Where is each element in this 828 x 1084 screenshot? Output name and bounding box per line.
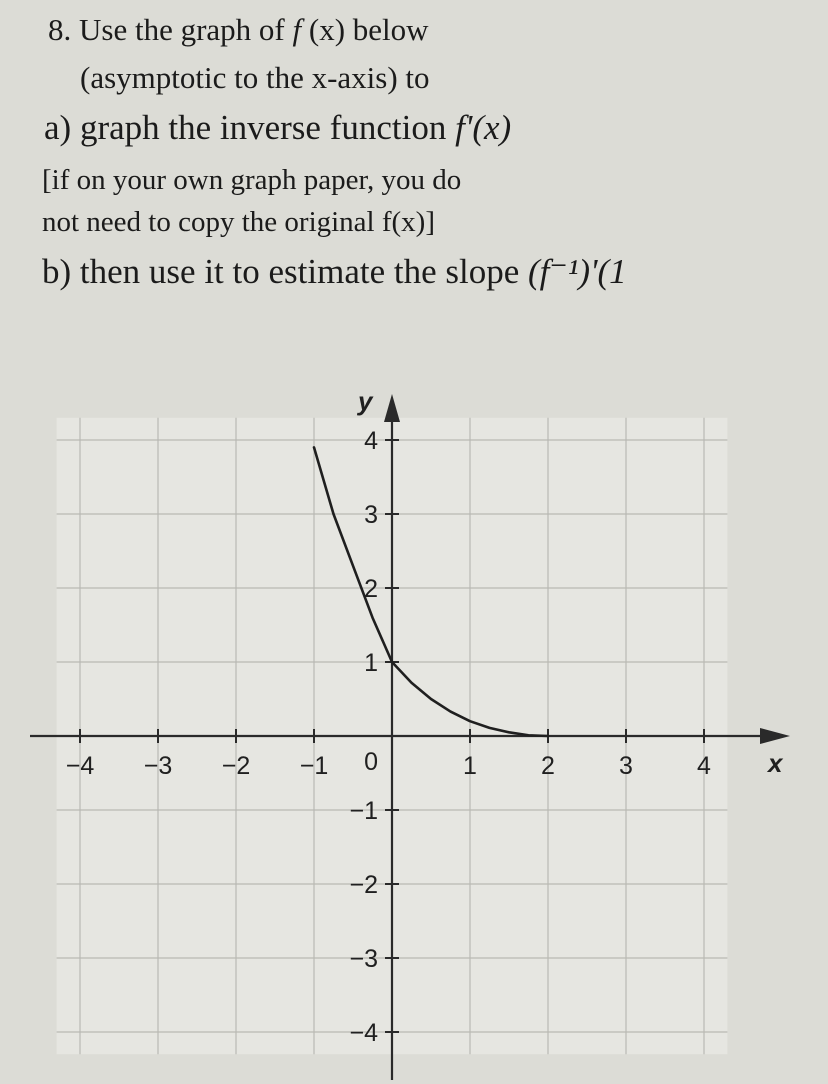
y-tick-label: 4 [364, 427, 378, 455]
x-axis-label: x [768, 748, 783, 778]
problem-line-6 [42, 252, 627, 292]
y-axis-arrow-icon [384, 394, 400, 422]
function-name: f'(x) [455, 108, 512, 147]
origin-label: 0 [364, 748, 378, 776]
problem-line-2: (asymptotic to the x-axis) to [80, 60, 430, 95]
y-tick-label: 3 [364, 501, 378, 529]
x-tick-label: 2 [541, 752, 555, 780]
x-tick-label: 1 [463, 752, 477, 780]
problem-text: b) then use it to estimate the slope [42, 252, 529, 291]
y-tick-label: −2 [349, 871, 378, 899]
y-tick-label: 1 [364, 649, 378, 677]
problem-text: a) graph the inverse function [44, 108, 456, 147]
x-tick-label: −3 [143, 752, 173, 780]
x-tick-label: 3 [619, 752, 633, 780]
function-name: (f⁻¹)'(1 [528, 252, 627, 291]
x-tick-label: −2 [221, 752, 251, 780]
x-axis-arrow-icon [760, 728, 790, 744]
x-tick-label: −4 [65, 752, 95, 780]
problem-line-3 [44, 108, 511, 148]
function-name: f [292, 12, 302, 47]
problem-line-1 [48, 12, 429, 48]
y-tick-label: −3 [349, 945, 378, 973]
y-tick-label: 2 [364, 575, 378, 603]
y-axis-label: y [358, 386, 373, 416]
problem-line-5: not need to copy the original f(x)] [42, 206, 435, 238]
y-tick-label: −4 [349, 1019, 378, 1047]
problem-line-4: [if on your own graph paper, you do [42, 164, 462, 196]
problem-text: 8. Use the graph of [48, 12, 293, 47]
y-tick-label: −1 [349, 797, 378, 825]
function-graph [0, 380, 828, 1084]
x-tick-label: −1 [299, 752, 329, 780]
x-tick-label: 4 [697, 752, 711, 780]
problem-text: (x) below [301, 12, 429, 47]
